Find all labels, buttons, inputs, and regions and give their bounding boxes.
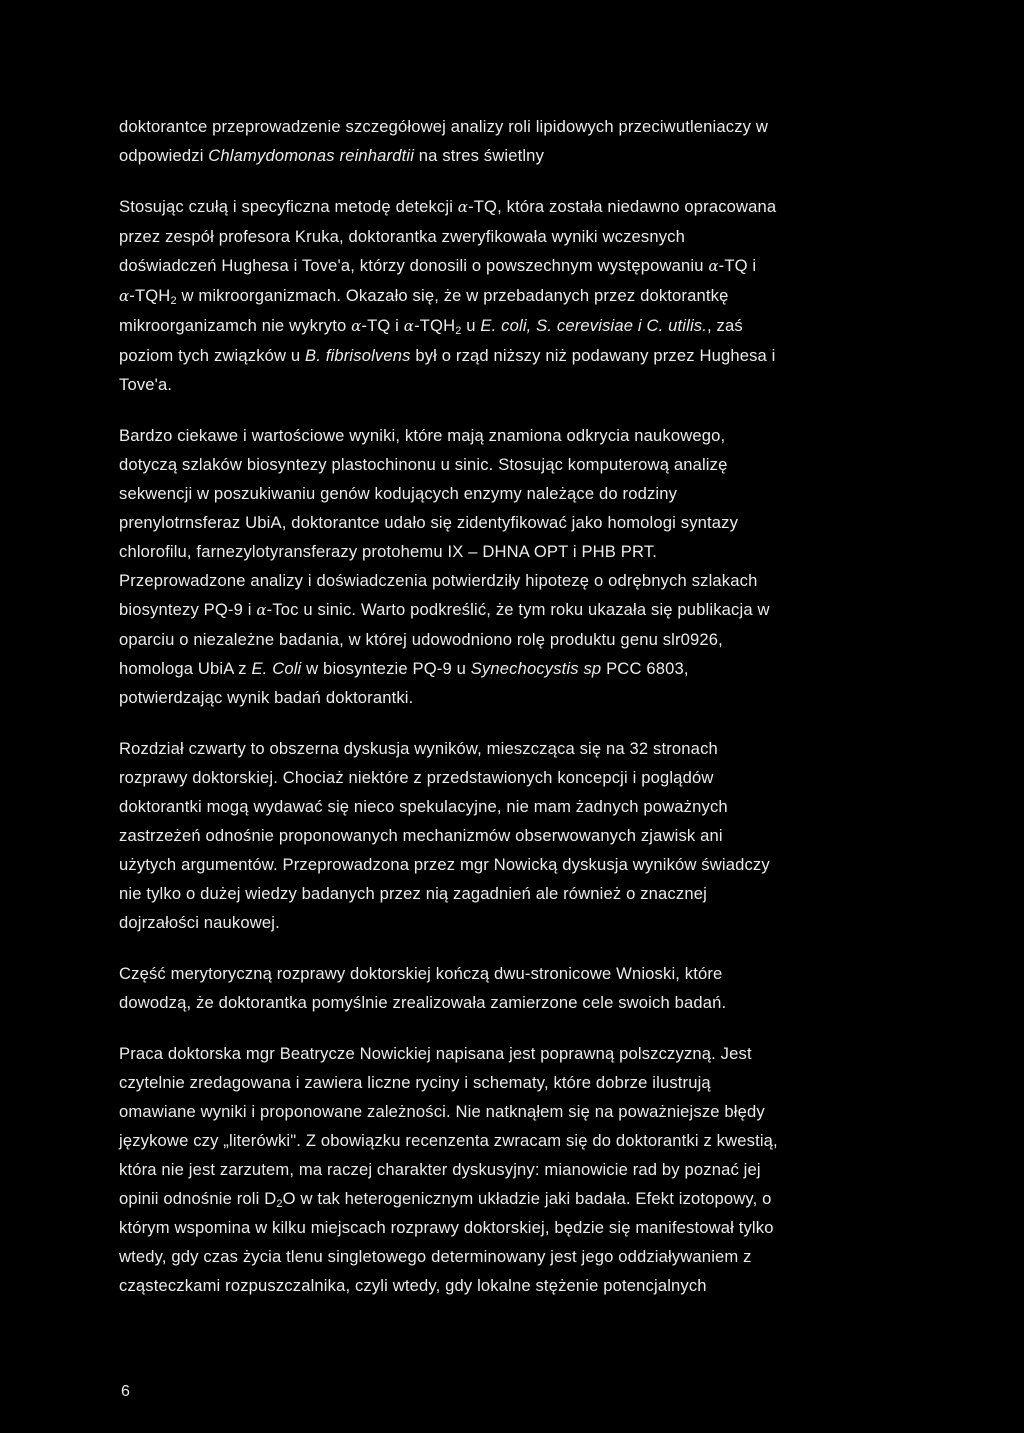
text-run: -TQH <box>129 286 171 305</box>
text-run: prenylotrnsferaz UbiA, doktorantce udało się zidentyfikować jako homologi syntazy <box>119 513 739 532</box>
text-run: dojrzałości naukowej. <box>119 913 280 932</box>
text-line <box>119 850 909 879</box>
text-run: doktorantce przeprowadzenie szczegółowej analizy roli lipidowych przeciwutleniaczy w <box>119 117 768 136</box>
text-line <box>119 281 909 311</box>
text-run: Stosując czułą i specyficzna metodę detekcji <box>119 197 458 216</box>
text-line <box>119 192 909 222</box>
text-run: nie tylko o dużej wiedzy badanych przez nią zagadnień ale również o znacznej <box>119 884 707 903</box>
text-run: wtedy, gdy czas życia tlenu singletowego determinowany jest jego oddziaływaniem z <box>119 1247 752 1266</box>
text-line <box>119 683 909 712</box>
text-run: doświadczeń Hughesa i Tove'a, którzy donosili o powszechnym występowaniu <box>119 256 709 275</box>
text-run: mikroorganizamch nie wykryto <box>119 316 352 335</box>
text-run: omawiane wyniki i proponowane zależności. Nie natknąłem się na poważniejsze błędy <box>119 1102 765 1121</box>
text-line <box>119 1242 909 1271</box>
text-line <box>119 1271 909 1300</box>
greek-symbol: α <box>351 317 362 335</box>
page-number: 6 <box>121 1383 130 1400</box>
text-run: Rozdział czwarty to obszerna dyskusja wyników, mieszcząca się na 32 stronach <box>119 739 718 758</box>
greek-symbol: α <box>119 287 130 305</box>
text-line <box>119 1155 909 1184</box>
text-run: homologa UbiA z <box>119 659 252 678</box>
text-run: dotyczą szlaków biosyntezy plastochinonu u sinic. Stosując komputerową analizę <box>119 455 728 474</box>
text-run: -Toc u sinic. Warto podkreślić, że tym roku ukazała się publikacja w <box>266 600 770 619</box>
text-line <box>119 821 909 850</box>
text-run: doktorantki mogą wydawać się nieco spekulacyjne, nie mam żadnych poważnych <box>119 797 728 816</box>
italic-text: E. Coli <box>251 659 302 678</box>
text-run: czytelnie zredagowana i zawiera liczne ryciny i schematy, które dobrze ilustrują <box>119 1073 711 1092</box>
text-line <box>119 251 909 281</box>
text-run: Praca doktorska mgr Beatrycze Nowickiej napisana jest poprawną polszczyzną. Jest <box>119 1044 752 1063</box>
text-line <box>119 879 909 908</box>
text-run: językowe czy „literówki". Z obowiązku recenzenta zwracam się do doktorantki z kwestią, <box>119 1131 778 1150</box>
text-line <box>119 1097 909 1126</box>
subscript: 2 <box>455 325 462 337</box>
text-line <box>119 988 909 1017</box>
text-run: -TQ i <box>718 256 757 275</box>
text-line <box>119 1126 909 1155</box>
text-run: którym wspomina w kilku miejscach rozprawy doktorskiej, będzie się manifestował tylko <box>119 1218 774 1237</box>
text-run: opinii odnośnie roli D <box>119 1189 277 1208</box>
text-run: na stres świetlny <box>414 146 545 165</box>
text-line <box>119 595 909 625</box>
text-run: potwierdzając wynik badań doktorantki. <box>119 688 414 707</box>
text-line <box>119 625 909 654</box>
text-line <box>119 1039 909 1068</box>
greek-symbol: α <box>256 601 267 619</box>
greek-symbol: α <box>403 317 415 335</box>
text-run: biosyntezy PQ-9 i <box>119 600 257 619</box>
text-run: która nie jest zarzutem, ma raczej charakter dyskusyjny: mianowicie rad by poznać jej <box>119 1160 761 1179</box>
text-run: przez zespół profesora Kruka, doktorantka zweryfikowała wyniki wczesnych <box>119 227 686 246</box>
text-line <box>119 763 909 792</box>
text-run: oparciu o niezależne badania, w której udowodniono rolę produktu genu slr0926, <box>119 630 723 649</box>
text-line <box>119 370 909 399</box>
text-line <box>119 421 909 450</box>
text-run: dowodzą, że doktorantka pomyślnie zrealizowała zamierzone cele swoich badań. <box>119 993 727 1012</box>
text-line <box>119 566 909 595</box>
text-run: w mikroorganizmach. Okazało się, że w przebadanych przez doktorantkę <box>176 286 729 305</box>
italic-text: E. coli, S. cerevisiae i C. utilis. <box>480 316 707 335</box>
subscript: 2 <box>170 295 177 307</box>
paragraph-1 <box>119 112 909 170</box>
text-run: Bardzo ciekawe i wartościowe wyniki, które mają znamiona odkrycia naukowego, <box>119 426 726 445</box>
text-line <box>119 450 909 479</box>
text-line <box>119 1068 909 1097</box>
text-run: chlorofilu, farnezylotyransferazy protohemu IX – DHNA OPT i PHB PRT. <box>119 542 658 561</box>
text-run: w biosyntezie PQ-9 u <box>301 659 471 678</box>
text-run: -TQH <box>414 316 456 335</box>
greek-symbol: α <box>457 198 469 216</box>
italic-text: Synechocystis sp <box>470 659 602 678</box>
text-run: użytych argumentów. Przeprowadzona przez mgr Nowicką dyskusja wyników świadczy <box>119 855 770 874</box>
text-run: -TQ i <box>361 316 404 335</box>
text-run: cząsteczkami rozpuszczalnika, czyli wtedy, gdy lokalne stężenie potencjalnych <box>119 1276 707 1295</box>
text-run: Przeprowadzone analizy i doświadczenia potwierdziły hipotezę o odrębnych szlakach <box>119 571 758 590</box>
text-run: sekwencji w poszukiwaniu genów kodujących enzymy należące do rodziny <box>119 484 678 503</box>
paragraph-4 <box>119 734 909 937</box>
paragraph-6 <box>119 1039 909 1300</box>
text-line <box>119 508 909 537</box>
paragraph-2 <box>119 192 909 399</box>
text-run: Tove'a. <box>119 375 173 394</box>
text-run: u <box>461 316 481 335</box>
document-page <box>119 112 909 1300</box>
italic-text: Chlamydomonas reinhardtii <box>208 146 415 165</box>
text-line <box>119 479 909 508</box>
text-line <box>119 734 909 763</box>
paragraph-3 <box>119 421 909 712</box>
text-line <box>119 1184 909 1213</box>
text-run: , zaś <box>707 316 743 335</box>
text-line <box>119 959 909 988</box>
text-run: -TQ, która została niedawno opracowana <box>468 197 777 216</box>
text-run: zastrzeżeń odnośnie proponowanych mechanizmów obserwowanych zjawisk ani <box>119 826 723 845</box>
paragraph-5 <box>119 959 909 1017</box>
text-run: PCC 6803, <box>601 659 689 678</box>
text-run: O w tak heterogenicznym układzie jaki badała. Efekt izotopowy, o <box>282 1189 772 1208</box>
greek-symbol: α <box>708 257 719 275</box>
text-line <box>119 792 909 821</box>
text-line <box>119 112 909 141</box>
text-run: odpowiedzi <box>119 146 209 165</box>
text-line <box>119 908 909 937</box>
text-run: rozprawy doktorskiej. Chociaż niektóre z przedstawionych koncepcji i poglądów <box>119 768 714 787</box>
text-line <box>119 1213 909 1242</box>
text-run: poziom tych związków u <box>119 346 306 365</box>
text-run: Część merytoryczną rozprawy doktorskiej kończą dwu-stronicowe Wnioski, które <box>119 964 723 983</box>
text-line <box>119 537 909 566</box>
text-line <box>119 141 909 170</box>
text-line <box>119 654 909 683</box>
text-line <box>119 341 909 370</box>
italic-text: B. fibrisolvens <box>305 346 411 365</box>
text-line <box>119 311 909 341</box>
subscript: 2 <box>276 1198 283 1210</box>
text-run: był o rząd niższy niż podawany przez Hughesa i <box>410 346 776 365</box>
text-line <box>119 222 909 251</box>
